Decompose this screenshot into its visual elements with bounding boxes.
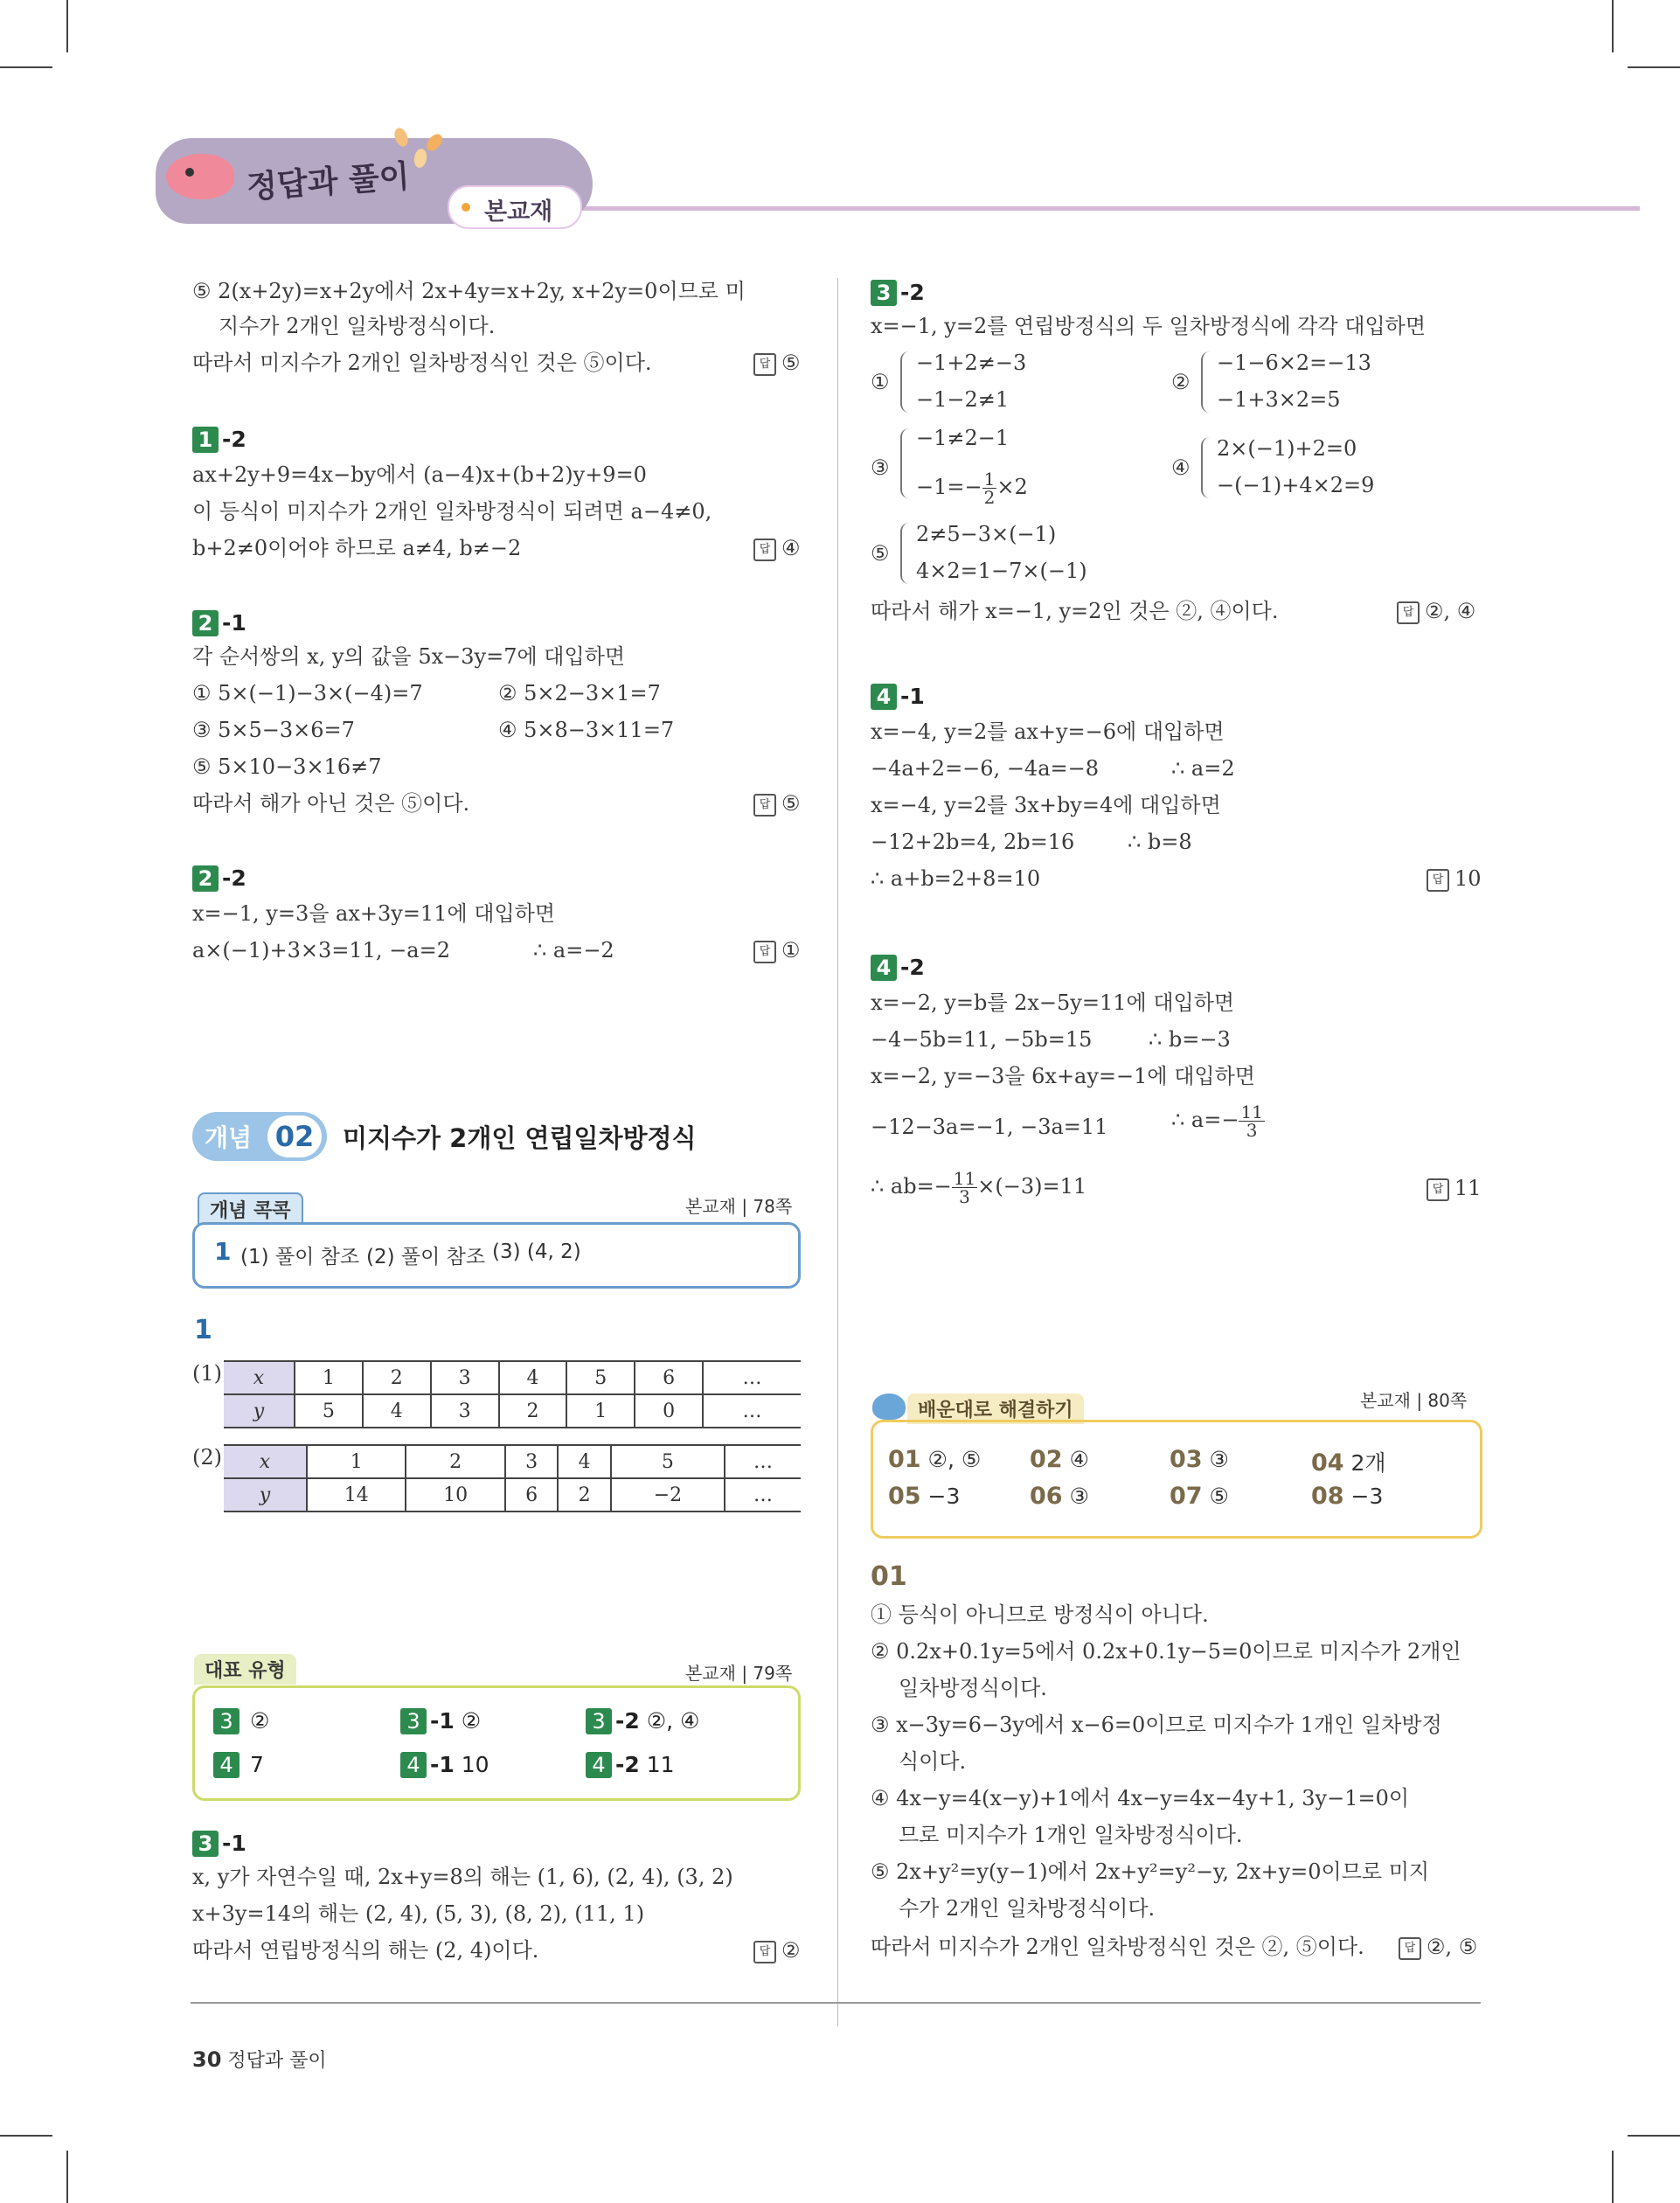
- rep-item: 4 7: [213, 1750, 264, 1780]
- concept-number: 02: [267, 1115, 322, 1157]
- equation-line: 4×2=1−7×(−1): [916, 559, 1087, 583]
- solution-line: −4a+2=−6, −4a=−8: [871, 756, 1099, 781]
- table-cell: 1: [566, 1394, 635, 1428]
- table-cell: 1: [307, 1445, 406, 1478]
- solution-line: x=−2, y=b를 2x−5y=11에 대입하면: [871, 990, 1235, 1015]
- summary-item: 02 ④: [1030, 1446, 1089, 1473]
- table-label: (2): [192, 1445, 222, 1470]
- bullet-icon: [462, 203, 470, 212]
- equation-line: −1−2≠1: [916, 387, 1010, 412]
- solution-line: 수가 2개인 일차방정식이다.: [899, 1896, 1156, 1921]
- equation-line: 2≠5−3×(−1): [916, 522, 1057, 546]
- problem-tag: 1 -2: [192, 425, 246, 455]
- answer-icon: 답: [1397, 601, 1420, 624]
- table-row: [224, 1361, 801, 1394]
- case-marker: ①: [871, 370, 890, 394]
- answer-mark: 답 ②, ④: [1397, 596, 1475, 626]
- solution-line: ax+2y+9=4x−by에서 (a−4)x+(b+2)y+9=0: [192, 462, 647, 487]
- solution-line: 따라서 연립방정식의 해는 (2, 4)이다.: [192, 1938, 539, 1963]
- table-cell: 2: [558, 1478, 610, 1512]
- answer-mark: 답 ⑤: [753, 789, 801, 818]
- solution-line: 따라서 미지수가 2개인 일차방정식인 것은 ②, ⑤이다.: [871, 1935, 1364, 1959]
- fraction: $\frac{11}{3}$: [1240, 1102, 1263, 1141]
- summary-item: 08 −3: [1311, 1483, 1384, 1510]
- answer-mark: 답 ②, ⑤: [1399, 1932, 1477, 1962]
- table-cell: 0: [635, 1394, 703, 1428]
- table-cell: x: [224, 1445, 307, 1478]
- equation-line: −1+2≠−3: [916, 351, 1027, 375]
- equation-line: −(−1)+4×2=9: [1217, 473, 1375, 497]
- crop-mark: [0, 2135, 52, 2137]
- summary-item: 06 ③: [1030, 1483, 1089, 1510]
- brace: [900, 351, 911, 413]
- table-cell: …: [725, 1445, 801, 1478]
- answer-icon: 답: [753, 1941, 776, 1963]
- table-cell: 4: [363, 1394, 431, 1428]
- table-row: [224, 1445, 801, 1478]
- answer-mark: 답 ⑤: [753, 348, 801, 378]
- concept-box-tab: 개념 콕콕: [198, 1192, 303, 1225]
- header-rule: [559, 206, 1640, 211]
- brace: [1201, 351, 1211, 413]
- concept-label: 개념: [205, 1123, 253, 1152]
- table-cell: y: [224, 1478, 307, 1512]
- answer-mark: 답 ②: [753, 1935, 801, 1965]
- solve-box-tab: 배운대로 해결하기: [907, 1393, 1084, 1424]
- fraction: $\frac{11}{3}$: [953, 1168, 976, 1207]
- solution-line: ② 0.2x+0.1y=5에서 0.2x+0.1y−5=0이므로 미지수가 2개인: [871, 1639, 1461, 1664]
- solution-line: ① 등식이 아니므로 방정식이 아니다.: [871, 1602, 1209, 1627]
- table-cell: 3: [431, 1394, 499, 1428]
- table-cell: …: [703, 1394, 801, 1428]
- answer-icon: 답: [1427, 1178, 1449, 1201]
- summary-item: 01 ②, ⑤: [888, 1446, 982, 1473]
- solution-line: ∴ b=−3: [1149, 1027, 1231, 1052]
- solution-line: ∴ a=2: [1171, 756, 1235, 781]
- table-cell: 3: [431, 1361, 499, 1394]
- crop-mark: [66, 2151, 68, 2203]
- page-reference: 본교재 | 78쪽: [685, 1196, 793, 1217]
- table-cell: …: [725, 1478, 801, 1512]
- table-cell: x: [224, 1361, 295, 1394]
- table-cell: 1: [295, 1361, 363, 1394]
- solution-line: ∴ ab=− $\frac{11}{3}$ ×(−3)=11: [871, 1168, 1087, 1207]
- table-cell: 4: [558, 1445, 610, 1478]
- answer-part: (2) 풀이 참조: [366, 1246, 486, 1268]
- table-cell: y: [224, 1394, 295, 1428]
- solution-line: ③ x−3y=6−3y에서 x−6=0이므로 미지수가 1개인 일차방정: [871, 1713, 1442, 1737]
- equation-line: −1+3×2=5: [1217, 387, 1341, 412]
- solution-line: ② 5×2−3×1=7: [498, 681, 661, 705]
- solution-line: 따라서 해가 아닌 것은 ⑤이다.: [192, 791, 470, 816]
- solution-line: x=−4, y=2를 ax+y=−6에 대입하면: [871, 719, 1225, 744]
- fish-mascot-icon: [166, 154, 234, 199]
- answer-mark: 답 11: [1427, 1173, 1482, 1203]
- crop-mark: [66, 0, 68, 52]
- table-cell: 14: [307, 1478, 406, 1512]
- crop-mark: [0, 66, 52, 68]
- concept-answer-box: [192, 1222, 801, 1289]
- fraction: $\frac{1}{2}$: [983, 469, 996, 508]
- solution-line: x+3y=14의 해는 (2, 4), (5, 3), (8, 2), (11, 1): [192, 1901, 645, 1926]
- page-reference: 본교재 | 80쪽: [1360, 1390, 1468, 1411]
- crop-mark: [1628, 2135, 1680, 2137]
- solution-line: ⑤ 2(x+2y)=x+2y에서 2x+4y=x+2y, x+2y=0이므로 미: [192, 279, 746, 303]
- solution-line: a×(−1)+3×3=11, −a=2: [192, 938, 450, 963]
- case-marker: ④: [1171, 455, 1191, 480]
- section-heading: 01: [871, 1561, 907, 1592]
- answer-icon: 답: [753, 539, 776, 561]
- solution-line: ∴ a=− $\frac{11}{3}$: [1171, 1102, 1263, 1141]
- solution-line: −12+2b=4, 2b=16: [871, 830, 1075, 854]
- table-cell: 3: [505, 1445, 558, 1478]
- page-number: 30: [192, 2047, 222, 2072]
- solution-line: x=−1, y=3을 ax+3y=11에 대입하면: [192, 901, 556, 926]
- solution-line: 식이다.: [899, 1749, 967, 1774]
- answer-mark: 답 ④: [753, 533, 801, 563]
- brace: [1201, 437, 1211, 498]
- table-cell: 6: [635, 1361, 703, 1394]
- solution-line: 따라서 해가 x=−1, y=2인 것은 ②, ④이다.: [871, 599, 1279, 623]
- equation-line: −1≠2−1: [916, 426, 1010, 450]
- table-cell: 5: [611, 1445, 725, 1478]
- table-cell: 2: [406, 1445, 504, 1478]
- value-table-2: [224, 1444, 801, 1512]
- solution-line: ∴ a+b=2+8=10: [871, 866, 1041, 891]
- solution-line: ⑤ 2x+y²=y(y−1)에서 2x+y²=y²−y, 2x+y=0이므로 미지: [871, 1859, 1430, 1884]
- brace: [900, 428, 911, 498]
- rep-item: 3 -2 ②, ④: [586, 1706, 699, 1736]
- solution-line: 일차방정식이다.: [899, 1676, 1047, 1700]
- brace: [900, 523, 911, 584]
- solution-line: b+2≠0이어야 하므로 a≠4, b≠−2: [192, 536, 522, 560]
- problem-tag: 4 -1: [871, 682, 925, 712]
- answer-icon: 답: [753, 353, 776, 376]
- table-cell: 6: [505, 1478, 558, 1512]
- answer-part: (1) 풀이 참조: [240, 1246, 360, 1268]
- value-table-1: [224, 1360, 801, 1428]
- equation-line: −1−6×2=−13: [1217, 351, 1371, 375]
- summary-item: 05 −3: [888, 1483, 961, 1510]
- table-cell: 4: [499, 1361, 567, 1394]
- answer-icon: 답: [753, 794, 776, 817]
- table-cell: 5: [295, 1394, 363, 1428]
- answer-icon: 답: [1399, 1937, 1421, 1960]
- whale-icon: [872, 1393, 906, 1420]
- rep-item: 3 ②: [213, 1706, 269, 1736]
- crop-mark: [1612, 0, 1614, 52]
- problem-tag: 2 -1: [192, 608, 246, 638]
- question-number: 1: [214, 1237, 232, 1266]
- problem-tag: 3 -1: [192, 1829, 246, 1859]
- rep-item: 4 -1 10: [400, 1750, 489, 1780]
- solution-line: x, y가 자연수일 때, 2x+y=8의 해는 (1, 6), (2, 4), (3, 2): [192, 1865, 733, 1889]
- table-cell: 10: [406, 1478, 504, 1512]
- rep-item: 3 -1 ②: [400, 1706, 481, 1736]
- solution-line: ③ 5×5−3×6=7: [192, 718, 355, 742]
- solve-answer-box: [871, 1420, 1482, 1539]
- solution-line: 각 순서쌍의 x, y의 값을 5x−3y=7에 대입하면: [192, 644, 626, 669]
- solution-line: ⑤ 5×10−3×16≠7: [192, 754, 382, 779]
- problem-tag: 4 -2: [871, 953, 925, 983]
- solution-line: −4−5b=11, −5b=15: [871, 1027, 1093, 1052]
- equation-line: 2×(−1)+2=0: [1217, 436, 1357, 461]
- equation-line: −1=− $\frac{1}{2}$ ×2: [916, 469, 1028, 508]
- solution-line: −12−3a=−1, −3a=11: [871, 1115, 1108, 1139]
- rep-answer-box: [192, 1685, 801, 1801]
- case-marker: ②: [1171, 370, 1191, 394]
- concept-title: 미지수가 2개인 연립일차방정식: [343, 1123, 697, 1153]
- header-tag-label: 본교재: [484, 198, 553, 226]
- concept-badge: [192, 1112, 327, 1161]
- table-cell: …: [703, 1361, 801, 1394]
- case-marker: ③: [871, 455, 890, 480]
- problem-tag: 3 -2: [871, 278, 925, 308]
- page-footer: [192, 2046, 327, 2073]
- header-tag: [448, 185, 582, 229]
- solution-line: ④ 5×8−3×11=7: [498, 718, 675, 742]
- solution-line: 므로 미지수가 1개인 일차방정식이다.: [899, 1823, 1243, 1847]
- problem-tag: 2 -2: [192, 864, 246, 893]
- table-cell: 2: [499, 1394, 567, 1428]
- crop-mark: [1612, 2151, 1614, 2203]
- solution-line: 이 등식이 미지수가 2개인 일차방정식이 되려면 a−4≠0,: [192, 499, 712, 524]
- header-title: 정답과 풀이: [246, 158, 411, 206]
- section-heading: 1: [194, 1315, 212, 1345]
- answer-icon: 답: [753, 941, 776, 963]
- column-divider: [837, 278, 838, 2026]
- answer-part: (3) (4, 2): [492, 1240, 581, 1263]
- case-marker: ⑤: [871, 541, 890, 566]
- table-label: (1): [192, 1361, 222, 1386]
- table-cell: 2: [363, 1361, 431, 1394]
- crop-mark: [1628, 66, 1680, 68]
- summary-item: 03 ③: [1170, 1446, 1229, 1473]
- summary-item: 04 2개: [1311, 1449, 1386, 1477]
- table-row: [224, 1394, 801, 1428]
- page-reference: 본교재 | 79쪽: [685, 1663, 793, 1684]
- table-cell: 5: [566, 1361, 635, 1394]
- solution-line: 따라서 미지수가 2개인 일차방정식인 것은 ⑤이다.: [192, 351, 652, 375]
- solution-line: 지수가 2개인 일차방정식이다.: [219, 314, 496, 338]
- rep-item: 4 -2 11: [586, 1750, 675, 1780]
- answer-mark: 답 ①: [753, 935, 801, 965]
- solution-line: x=−1, y=2를 연립방정식의 두 일차방정식에 각각 대입하면: [871, 314, 1427, 338]
- summary-item: 07 ⑤: [1170, 1483, 1229, 1510]
- solution-line: x=−2, y=−3을 6x+ay=−1에 대입하면: [871, 1064, 1255, 1088]
- answer-icon: 답: [1427, 869, 1449, 892]
- solution-line: ① 5×(−1)−3×(−4)=7: [192, 681, 423, 705]
- footer-label: 정답과 풀이: [227, 2050, 327, 2072]
- answer-mark: 답 10: [1427, 864, 1482, 893]
- table-cell: −2: [611, 1478, 725, 1512]
- solution-line: ∴ a=−2: [533, 938, 614, 963]
- footer-rule: [191, 2002, 1481, 2004]
- solution-line: ∴ b=8: [1128, 830, 1192, 854]
- solution-line: x=−4, y=2를 3x+by=4에 대입하면: [871, 793, 1221, 817]
- table-row: [224, 1478, 801, 1512]
- solution-line: ④ 4x−y=4(x−y)+1에서 4x−y=4x−4y+1, 3y−1=0이: [871, 1786, 1410, 1810]
- rep-box-tab: 대표 유형: [194, 1654, 296, 1685]
